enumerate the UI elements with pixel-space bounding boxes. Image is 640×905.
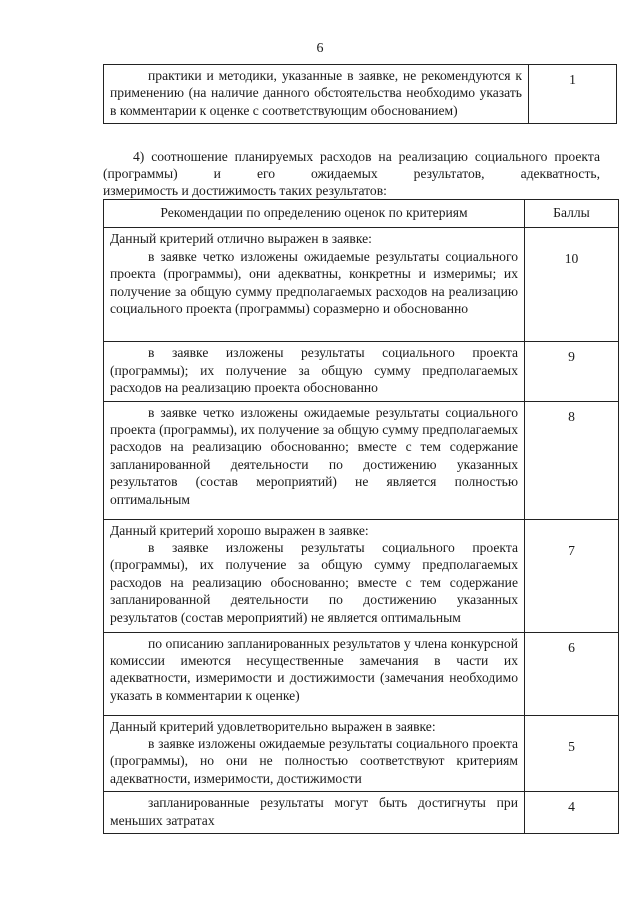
criteria-cell xyxy=(104,715,525,792)
table-row xyxy=(104,401,619,519)
score-cell: 6 xyxy=(525,632,619,715)
criteria-cell xyxy=(104,632,525,715)
criteria-heading: Данный критерий отлично выражен в заявке: xyxy=(110,231,372,247)
criteria-table xyxy=(103,199,619,834)
table-row xyxy=(104,632,619,715)
section-intro-line1: 4) соотношение планируемых расходов на реализацию социального проекта (программы) и его ожидаемых результатов, адекватность, xyxy=(103,149,600,182)
column-header-score: Баллы xyxy=(525,200,619,228)
criteria-cell xyxy=(104,65,529,124)
page-number: 6 xyxy=(316,41,324,56)
criteria-cell xyxy=(104,519,525,632)
score-cell: 4 xyxy=(525,792,619,834)
continued-criteria-table xyxy=(103,64,617,124)
score-cell: 1 xyxy=(529,65,617,124)
criteria-cell xyxy=(104,342,525,401)
criteria-heading: Данный критерий удовлетворительно выражен в заявке: xyxy=(110,718,436,734)
score-cell: 9 xyxy=(525,342,619,401)
criteria-cell xyxy=(104,792,525,834)
criteria-text: по описанию запланированных результатов у члена конкурсной комиссии имеются несущественные замечания в части их адекватности, измеримости и достижимости (замечания необходимо указать в комментарии к оценке) xyxy=(110,635,518,703)
table-header-row xyxy=(104,200,619,228)
table-row xyxy=(104,792,619,834)
criteria-heading: Данный критерий хорошо выражен в заявке: xyxy=(110,522,369,538)
criteria-text: в заявке изложены ожидаемые результаты социального проекта (программы), но они не полностью соответствуют критериям адекватности, измеримости, достижимости xyxy=(110,736,518,786)
table-row xyxy=(104,65,617,124)
criteria-text: в заявке изложены результаты социального проекта (программы); их получение за общую сумму предполагаемых расходов на реализацию проекта обоснованно xyxy=(110,345,518,396)
criteria-text: в заявке четко изложены ожидаемые результаты социального проекта (программы), они адекватны, конкретны и измеримы; их получение за общую сумму предполагаемых расходов на реализацию социального проекта (программы) соразмерно и обоснованно xyxy=(110,248,518,317)
criteria-text: практики и методики, указанные в заявке, не рекомендуются к применению (на наличие данного обстоятельства необходимо указать в комментарии к оценке с соответствующим обоснованием) xyxy=(110,68,522,118)
criteria-text: в заявке изложены результаты социального проекта (программы), их получение за общую сумму предполагаемых расходов на реализацию обоснованно; вместе с тем содержание запланированной деятельности по достижению указанных результатов (состав мероприятий) не является оптимальным xyxy=(110,540,518,625)
table-row xyxy=(104,228,619,342)
score-cell: 8 xyxy=(525,401,619,519)
criteria-text: в заявке четко изложены ожидаемые результаты социального проекта (программы), их получение за общую сумму предполагаемых расходов на реализацию обоснованно; вместе с тем содержание запланированной деятельности по достижению указанных результатов (состав мероприятий) не является полностью оптимальным xyxy=(110,404,518,507)
score-cell: 5 xyxy=(525,715,619,792)
table-row xyxy=(104,715,619,792)
criteria-text: запланированные результаты могут быть достигнуты при меньших затратах xyxy=(110,795,518,828)
section-intro-line2: измеримость и достижимость таких результатов: xyxy=(103,183,387,198)
criteria-cell xyxy=(104,228,525,342)
score-cell: 7 xyxy=(525,519,619,632)
score-cell: 10 xyxy=(525,228,619,342)
criteria-cell xyxy=(104,401,525,519)
column-header-recommendations: Рекомендации по определению оценок по критериям xyxy=(104,200,525,228)
table-row xyxy=(104,342,619,401)
table-row xyxy=(104,519,619,632)
